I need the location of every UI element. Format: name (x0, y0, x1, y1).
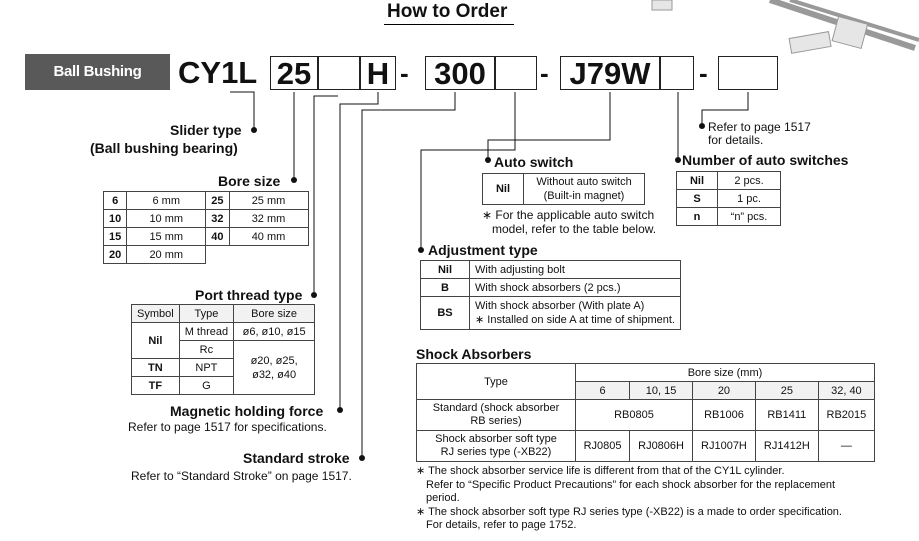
model-prefix: CY1L (178, 55, 258, 90)
table-row: B With shock absorbers (2 pcs.) (421, 279, 681, 297)
adjustment-label: Adjustment type (428, 242, 538, 258)
table-row: Rc ø20, ø25, ø32, ø40 (132, 341, 315, 359)
auto-switch-note-2: model, refer to the table below. (492, 222, 657, 236)
table-row: Nil 2 pcs. (677, 172, 781, 190)
bore-code-box: 25 (270, 56, 318, 90)
table-row: Shock absorber soft type RJ series type (-XB22) RJ0805 RJ0806H RJ1007H RJ1412H — (417, 431, 875, 462)
table-row: Symbol Type Bore size (132, 305, 315, 323)
auto-switch-table (482, 173, 645, 205)
num-switch-ref-2: for details. (708, 133, 764, 147)
page-title: How to Order (387, 1, 508, 22)
table-row: n “n” pcs. (677, 208, 781, 226)
table-row: Nil Without auto switch (Built-in magnet) (483, 174, 645, 205)
table-row: Nil M thread ø6, ø10, ø15 (132, 323, 315, 341)
dash-2: - (540, 58, 549, 88)
stroke-label: Standard stroke (243, 450, 350, 466)
bore-size-label: Bore size (218, 173, 281, 189)
table-row: TN NPT (132, 359, 315, 377)
port-thread-label: Port thread type (195, 287, 303, 303)
table-row: 6 6 mm 25 25 mm (104, 192, 309, 210)
num-switch-label: Number of auto switches (682, 152, 849, 168)
table-row: 15 15 mm 40 40 mm (104, 228, 309, 246)
slider-type-label: Slider type (170, 122, 242, 138)
auto-switch-label: Auto switch (494, 154, 574, 170)
magnet-code-box: H (360, 56, 396, 90)
stroke-note: Refer to “Standard Stroke” on page 1517. (131, 469, 352, 483)
magnetic-label: Magnetic holding force (170, 403, 324, 419)
shock-title: Shock Absorbers (416, 346, 532, 362)
stroke-code-box: 300 (425, 56, 495, 90)
dash-3: - (699, 58, 708, 88)
table-row: Standard (shock absorber RB series) RB0805 RB1006 RB1411 RB2015 (417, 400, 875, 431)
table-row: 20 20 mm (104, 246, 309, 264)
ball-bushing-badge: Ball Bushing Bearing (25, 54, 170, 90)
port-thread-table (131, 304, 315, 395)
footnotes: ∗ The shock absorber service life is different from that of the CY1L cylinder. Refer to “Specific Product Precautions” for each shock absorber for the replacement period. ∗ The shock absorber soft type RJ series type (-XB22) is a made to order specification. For details, refer to page 1752. (416, 465, 842, 531)
slider-type-sub: (Ball bushing bearing) (90, 140, 238, 156)
table-row: BS With shock absorber (With plate A) ∗ Installed on side A at time of shipment. (421, 297, 681, 330)
num-switch-table (676, 171, 781, 226)
shock-table (416, 363, 875, 462)
table-row: Nil With adjusting bolt (421, 261, 681, 279)
table-row: 10 10 mm 32 32 mm (104, 210, 309, 228)
adjustment-table (420, 260, 681, 330)
table-row: TF G (132, 377, 315, 395)
bore-size-table (103, 191, 309, 264)
dash-1: - (400, 58, 409, 88)
magnetic-note: Refer to page 1517 for specifications. (128, 420, 327, 434)
num-switch-ref-1: Refer to page 1517 (708, 120, 811, 134)
table-row: 6 10, 15 20 25 32, 40 (417, 382, 875, 400)
auto-switch-note-1: ∗ For the applicable auto switch (482, 208, 655, 222)
auto-switch-code-box: J79W (560, 56, 660, 90)
table-row: Type Bore size (mm) (417, 364, 875, 382)
table-row: S 1 pc. (677, 190, 781, 208)
